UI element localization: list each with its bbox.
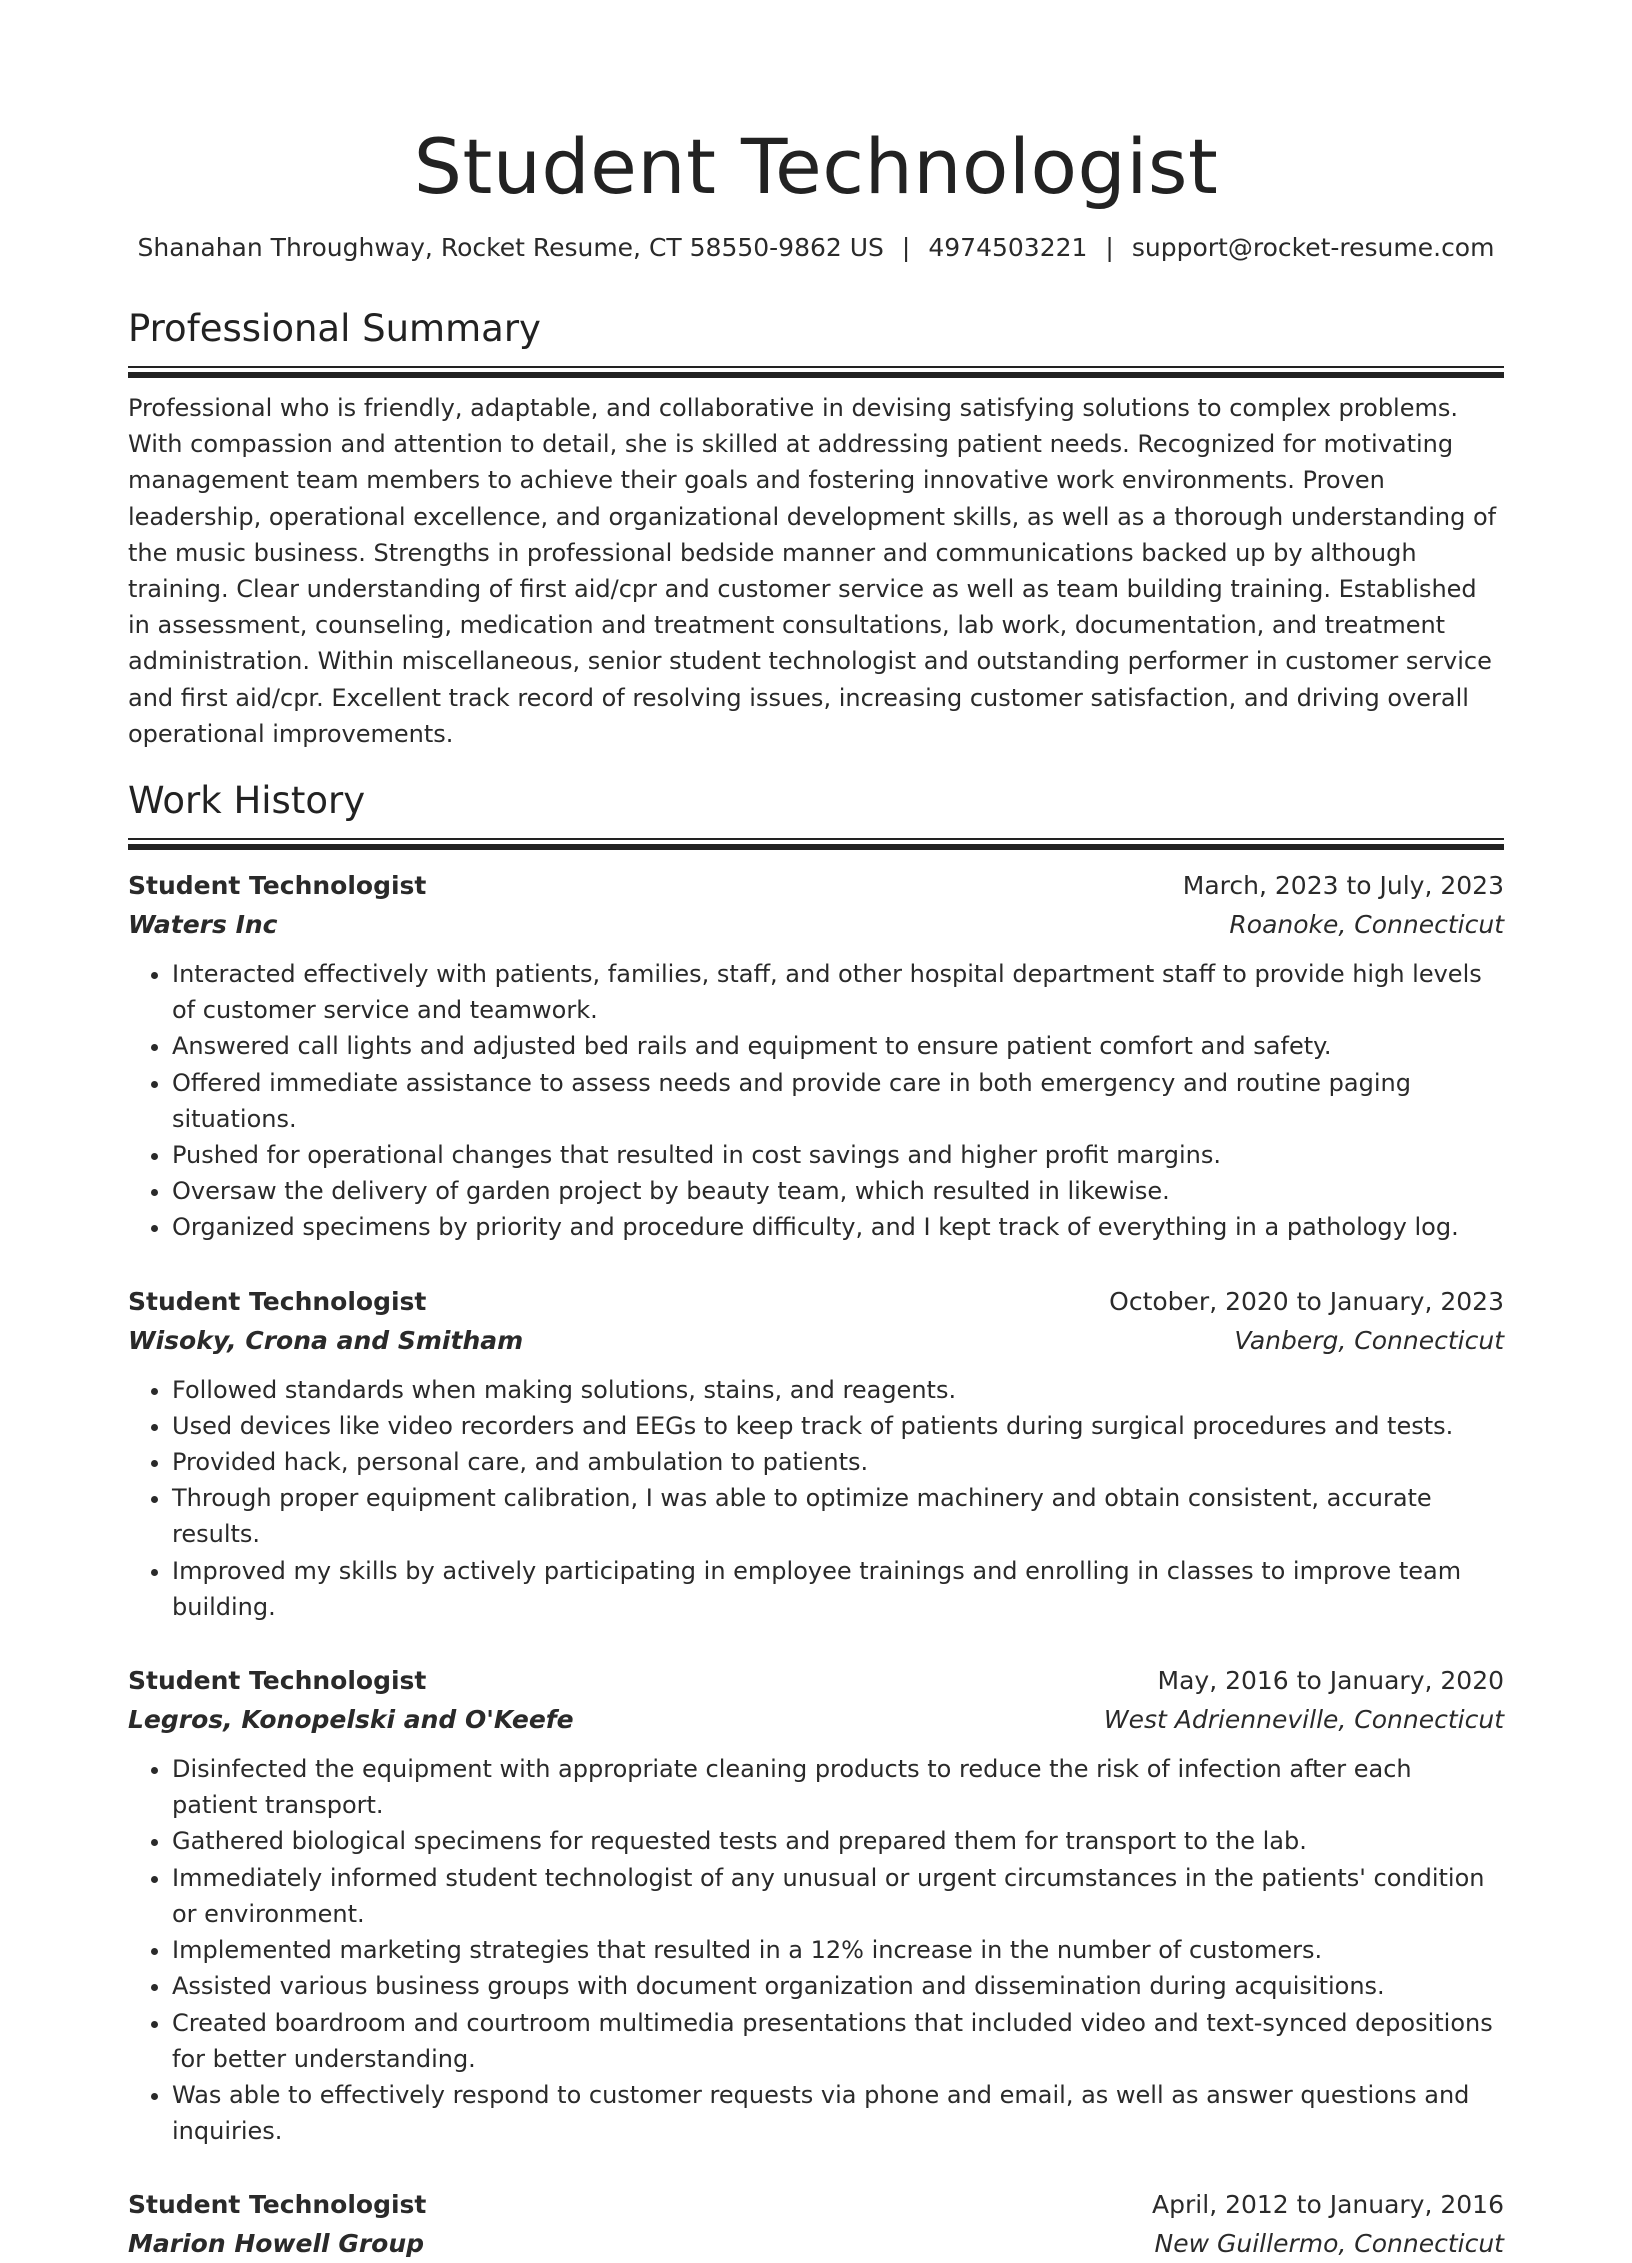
job-dates: March, 2023 to July, 2023 [1182, 871, 1504, 901]
job-bullets [128, 1751, 1504, 2149]
job-header-row [128, 1661, 1504, 1701]
job-company: Marion Howell Group [128, 2229, 425, 2259]
job-company-row [128, 1322, 1504, 1360]
section-divider [128, 838, 1504, 850]
bullet-item: • Offered immediate assistance to assess needs and provide care in both emergency and routine paging situations. [172, 1065, 1504, 1137]
job-entry [128, 1661, 1504, 2149]
job-location: New Guillermo, Connecticut [1154, 2229, 1504, 2259]
job-dates: October, 2020 to January, 2023 [1109, 1286, 1504, 1316]
contact-separator: | [1105, 233, 1114, 262]
job-company: Wisoky, Crona and Smitham [128, 1325, 524, 1355]
work-history-section [128, 776, 1504, 2263]
section-heading: Work History [128, 779, 366, 823]
bullet-item: • Followed standards when making solutions, stains, and reagents. [172, 1372, 1504, 1408]
bullet-item: • Gathered biological specimens for requested tests and prepared them for transport to the lab. [172, 1823, 1504, 1859]
bullet-item: • Pushed for operational changes that resulted in cost savings and higher profit margins. [172, 1137, 1504, 1173]
contact-address: Shanahan Throughway, Rocket Resume, CT 58550-9862 US [137, 233, 884, 262]
professional-summary-section [128, 304, 1504, 752]
bullet-item: • Immediately informed student technologist of any unusual or urgent circumstances in the patients' condition or environment. [172, 1860, 1504, 1932]
bullet-item: • Oversaw the delivery of garden project by beauty team, which resulted in likewise. [172, 1173, 1504, 1209]
bullet-item: • Implemented marketing strategies that resulted in a 12% increase in the number of customers. [172, 1932, 1504, 1968]
job-entry [128, 1282, 1504, 1625]
bullet-item: • Interacted effectively with patients, families, staff, and other hospital department staff to provide high levels of customer service and teamwork. [172, 956, 1504, 1028]
contact-separator: | [901, 233, 911, 262]
job-header-row [128, 866, 1504, 906]
job-location: Vanberg, Connecticut [1234, 1325, 1504, 1355]
bullet-item: • Disinfected the equipment with appropriate cleaning products to reduce the risk of infection after each patient transport. [172, 1751, 1504, 1823]
contact-email[interactable]: support@rocket-resume.com [1131, 233, 1495, 262]
job-company: Legros, Konopelski and O'Keefe [128, 1705, 574, 1735]
contact-line [128, 228, 1504, 268]
bullet-item: • Used devices like video recorders and EEGs to keep track of patients during surgical procedures and tests. [172, 1408, 1504, 1444]
contact-phone: 4974503221 [928, 233, 1088, 262]
section-heading: Professional Summary [128, 307, 541, 350]
job-company-row [128, 2225, 1504, 2263]
bullet-item: • Organized specimens by priority and procedure difficulty, and I kept track of everything in a pathology log. [172, 1209, 1504, 1245]
bullet-item: • Improved my skills by actively participating in employee trainings and enrolling in classes to improve team building. [172, 1553, 1504, 1625]
job-location: West Adrienneville, Connecticut [1103, 1705, 1504, 1735]
bullet-item: • Was able to effectively respond to customer requests via phone and email, as well as answer questions and inquiries. [172, 2077, 1504, 2149]
section-divider [128, 366, 1504, 378]
job-location: Roanoke, Connecticut [1229, 910, 1504, 940]
resume-name: Student Technologist [413, 122, 1219, 211]
job-title: Student Technologist [128, 2190, 427, 2220]
job-header-row [128, 2185, 1504, 2225]
job-bullets [128, 1372, 1504, 1625]
job-dates: May, 2016 to January, 2020 [1157, 1666, 1504, 1696]
summary-text: Professional who is friendly, adaptable, and collaborative in devising satisfying solutions to complex problems. With compassion and attention to detail, she is skilled at addressing patient needs. Recognized for motivating management team members to achieve their goals and fostering innovative work environments. Proven leadership, operational excellence, and organizational development skills, as well as a thorough understanding of the music business. Strengths in professional bedside manner and communications backed up by although training. Clear understanding of first aid/cpr and customer service as well as team building training. Established in assessment, counseling, medication and treatment consultations, lab work, documentation, and treatment administration. Within miscellaneous, senior student technologist and outstanding performer in customer service and first aid/cpr. Excellent track record of resolving issues, increasing customer satisfaction, and driving overall operational improvements. [128, 394, 1497, 748]
job-entry [128, 866, 1504, 1246]
bullet-item: • Created boardroom and courtroom multimedia presentations that included video and text-synced depositions for better understanding. [172, 2005, 1504, 2077]
bullet-item: • Through proper equipment calibration, I was able to optimize machinery and obtain consistent, accurate results. [172, 1480, 1504, 1552]
job-header-row [128, 1282, 1504, 1322]
job-company-row [128, 906, 1504, 944]
job-entry [128, 2185, 1504, 2263]
job-title: Student Technologist [128, 871, 427, 901]
bullet-item: • Answered call lights and adjusted bed rails and equipment to ensure patient comfort and safety. [172, 1028, 1504, 1064]
job-title: Student Technologist [128, 1286, 427, 1316]
bullet-item: • Assisted various business groups with document organization and dissemination during acquisitions. [172, 1968, 1504, 2004]
job-dates: April, 2012 to January, 2016 [1152, 2190, 1504, 2220]
bullet-item: • Provided hack, personal care, and ambulation to patients. [172, 1444, 1504, 1480]
job-title: Student Technologist [128, 1666, 427, 1696]
job-company: Waters Inc [128, 910, 278, 940]
resume-content [128, 112, 1504, 2263]
job-company-row [128, 1701, 1504, 1739]
job-bullets [128, 956, 1504, 1246]
